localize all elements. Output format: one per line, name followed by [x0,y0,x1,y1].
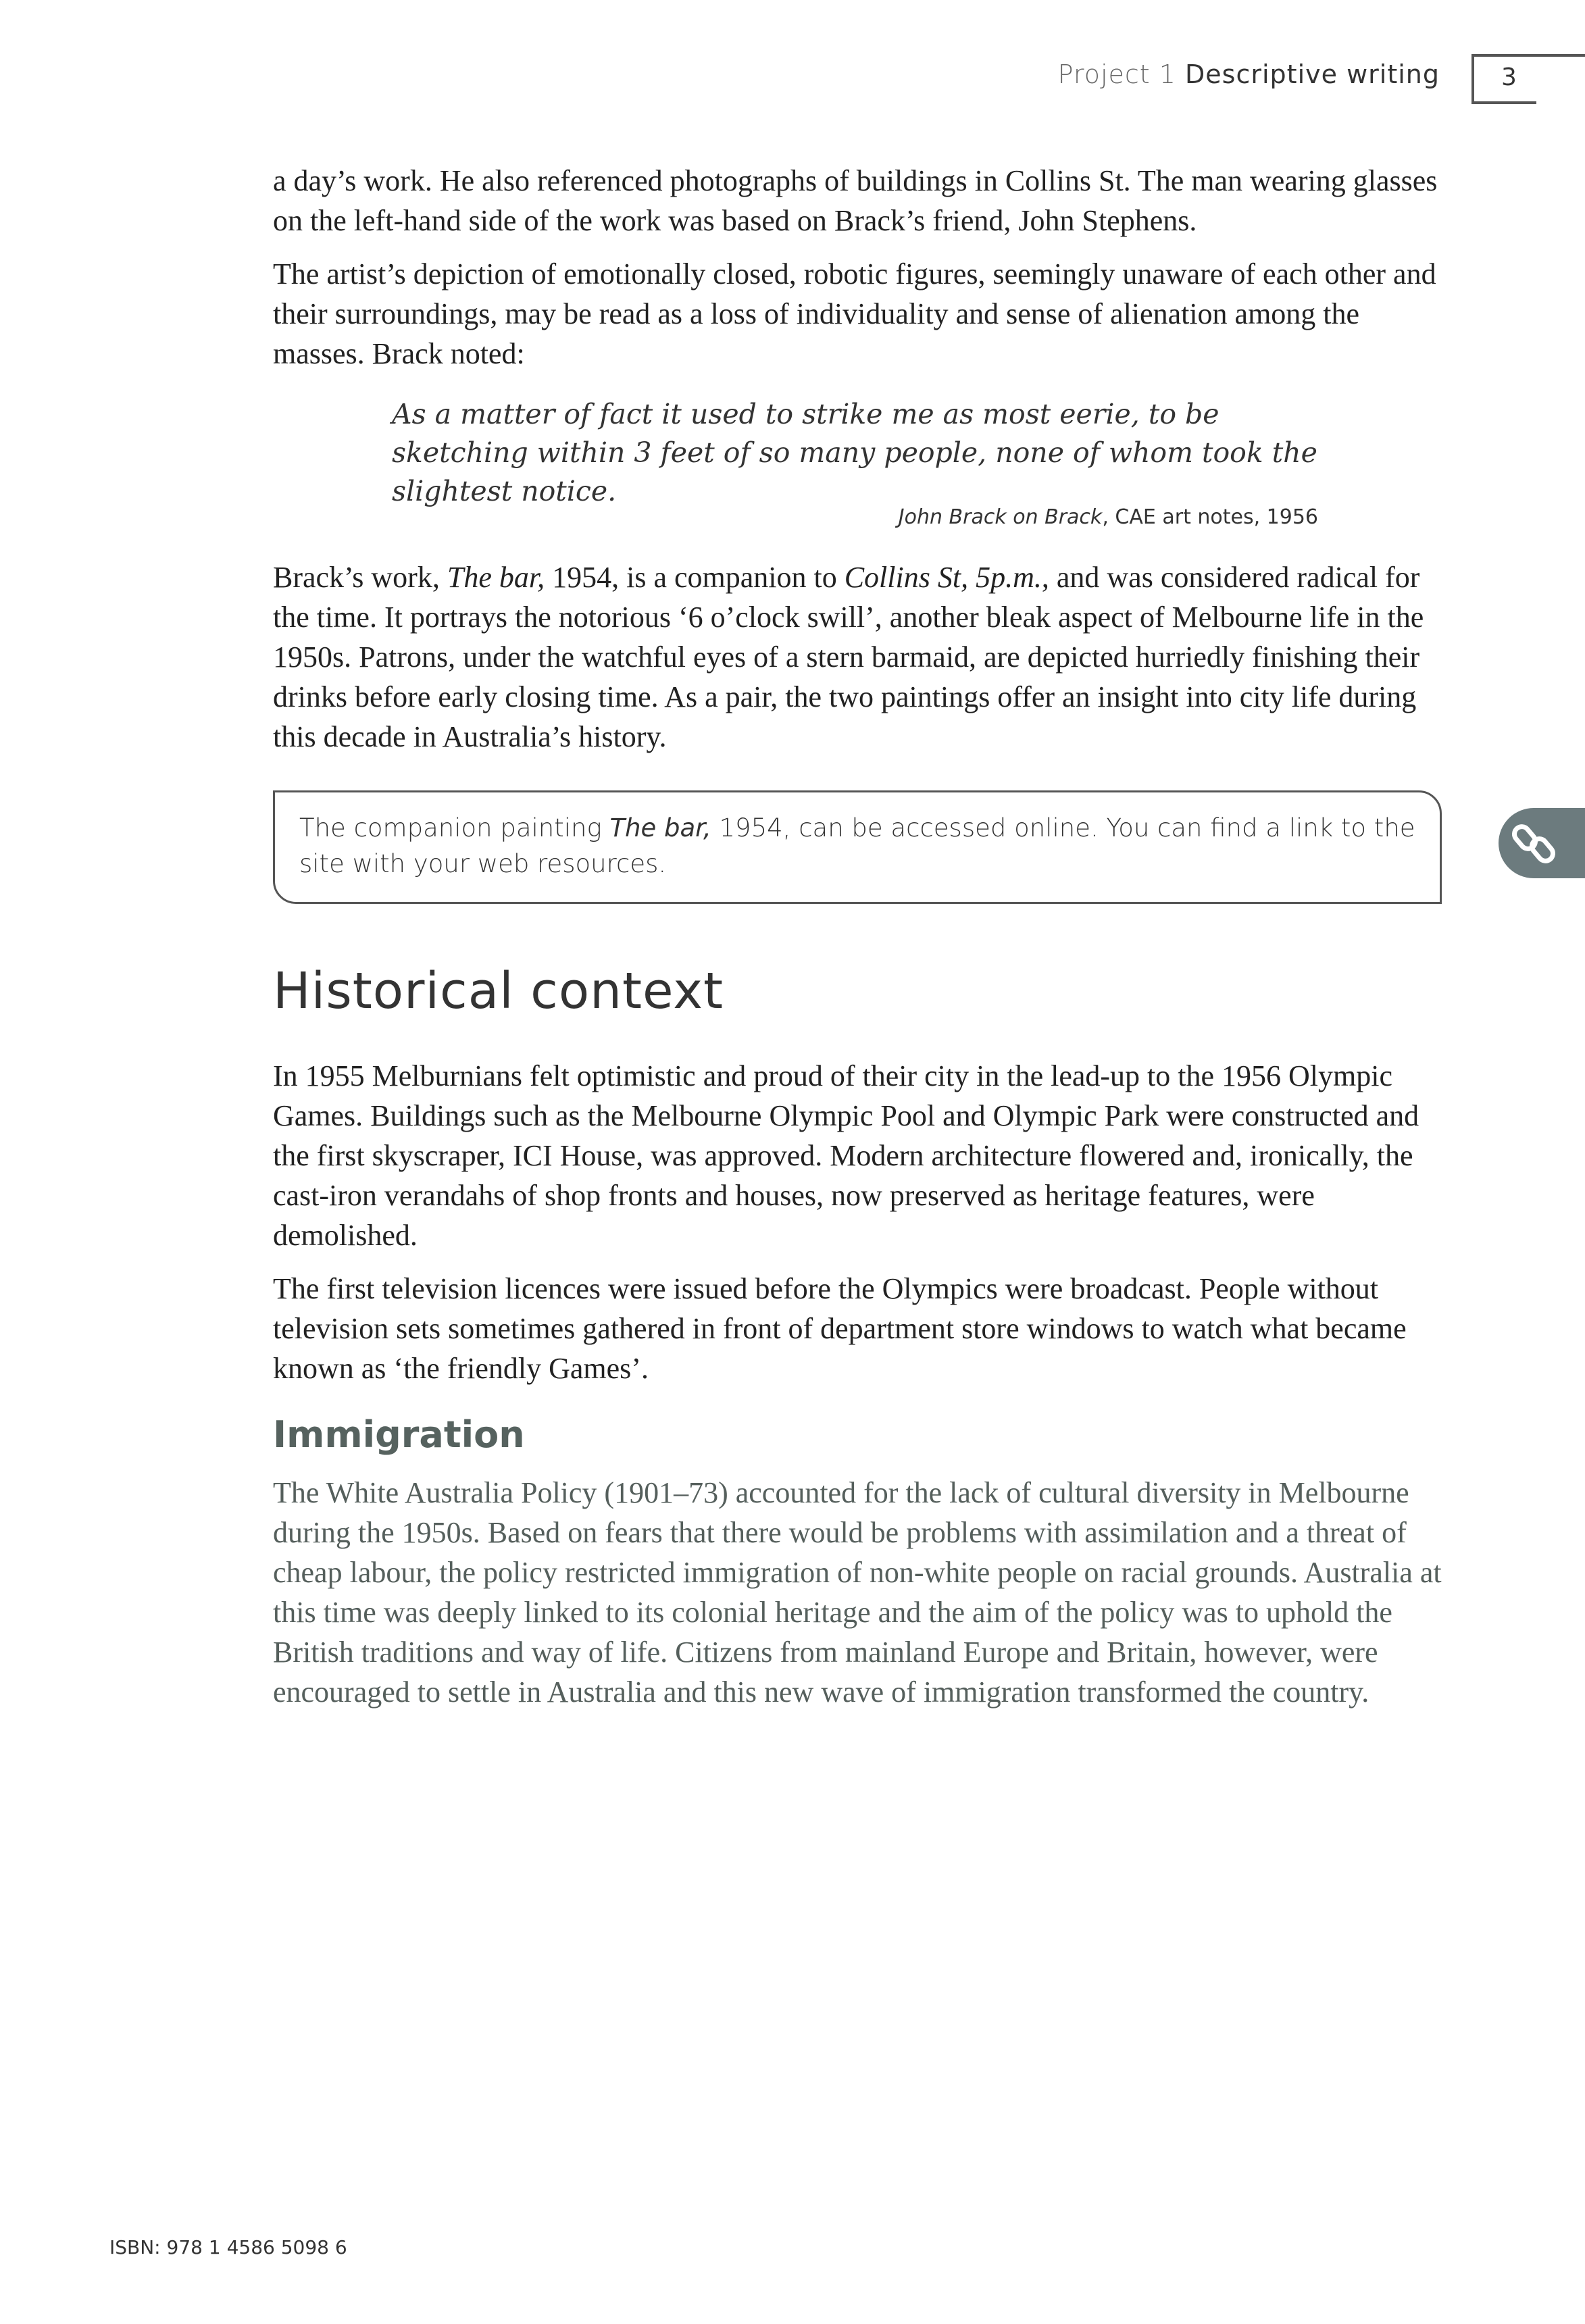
intro-text [273,161,1442,387]
paragraph: The White Australia Policy (1901–73) accounted for the lack of cultural diversity in Melbourne during the 1950s. Based on fears that there would be problems with assimilation and a threat of cheap labour, the policy restricted immigration of non-white people on racial grounds. Australia at this time was deeply linked to its colonial heritage and the aim of the policy was to uphold the British traditions and way of life. Citizens from mainland Europe and Britain, however, were encouraged to settle in Australia and this new wave of immigration transformed the country. [273,1476,1442,1709]
block-quote: As a matter of fact it used to strike me as most eerie, to be sketching within 3 feet of so many people, none of whom took the slightest notice. [392,398,1317,507]
paragraph: The first television licences were issued before the Olympics were broadcast. People without television sets sometimes gathered in front of department store windows to watch what became known as ‘the friendly Games’. [273,1272,1407,1385]
historical-text [273,1056,1442,1402]
isbn-footer: ISBN: 978 1 4586 5098 6 [109,2236,347,2258]
link-icon [1511,820,1558,867]
paragraph: In 1955 Melburnians felt optimistic and proud of their city in the lead-up to the 1956 Olympic Games. Buildings such as the Melbourne Olympic Pool and Olympic Park were constructed and the first skyscraper, ICI House, was approved. Modern architecture flowered and, ironically, the cast-iron verandahs of shop fronts and houses, now preserved as heritage features, were demolished. [273,1059,1419,1252]
paragraph: The artist’s depiction of emotionally closed, robotic figures, seemingly unaware of each other and their surroundings, may be read as a loss of individuality and sense of alienation among the masses. Brack noted: [273,257,1436,370]
paragraph: a day’s work. He also referenced photographs of buildings in Collins St. The man wearing glasses on the left-hand side of the work was based on Brack’s friend, John Stephens. [273,164,1438,237]
paragraph [273,557,1442,757]
section-title: Descriptive writing [1185,59,1440,89]
text-run: , and was considered radical for the time. It portrays the notorious ‘6 o’clock swill’, another bleak aspect of Melbourne life in the 1950s. Patrons, under the watchful eyes of a stern barmaid, are depicted hurriedly finishing their drinks before early closing time. As a pair, the two paintings offer an insight into city life during this decade in Australia’s history. [273,561,1424,753]
citation-source: , CAE art notes, 1956 [1102,505,1318,529]
page-number-box [1471,54,1585,101]
bar-paragraph-block [273,557,1442,770]
artwork-title: The bar, [609,813,711,842]
web-link-tab[interactable] [1499,808,1585,878]
text-run: Brack’s work, [273,561,447,594]
text-run: The companion painting [299,813,610,842]
text-run: 1954, is a companion to [545,561,845,594]
immigration-text [273,1473,1442,1725]
section-heading-historical-context: Historical context [273,962,724,1020]
artwork-title: The bar, [447,561,545,594]
subheading-immigration: Immigration [273,1413,525,1456]
page-number: 3 [1501,64,1517,91]
project-label: Project 1 [1057,59,1176,89]
citation-title: John Brack on Brack [898,505,1103,529]
running-header [1058,59,1440,89]
web-resource-note [273,790,1442,904]
text-run: 1954, can be accessed online. You can find a link to the site with your web resources. [299,813,1415,878]
quote-citation [899,505,1318,529]
artwork-title: Collins St, 5p.m. [844,561,1042,594]
